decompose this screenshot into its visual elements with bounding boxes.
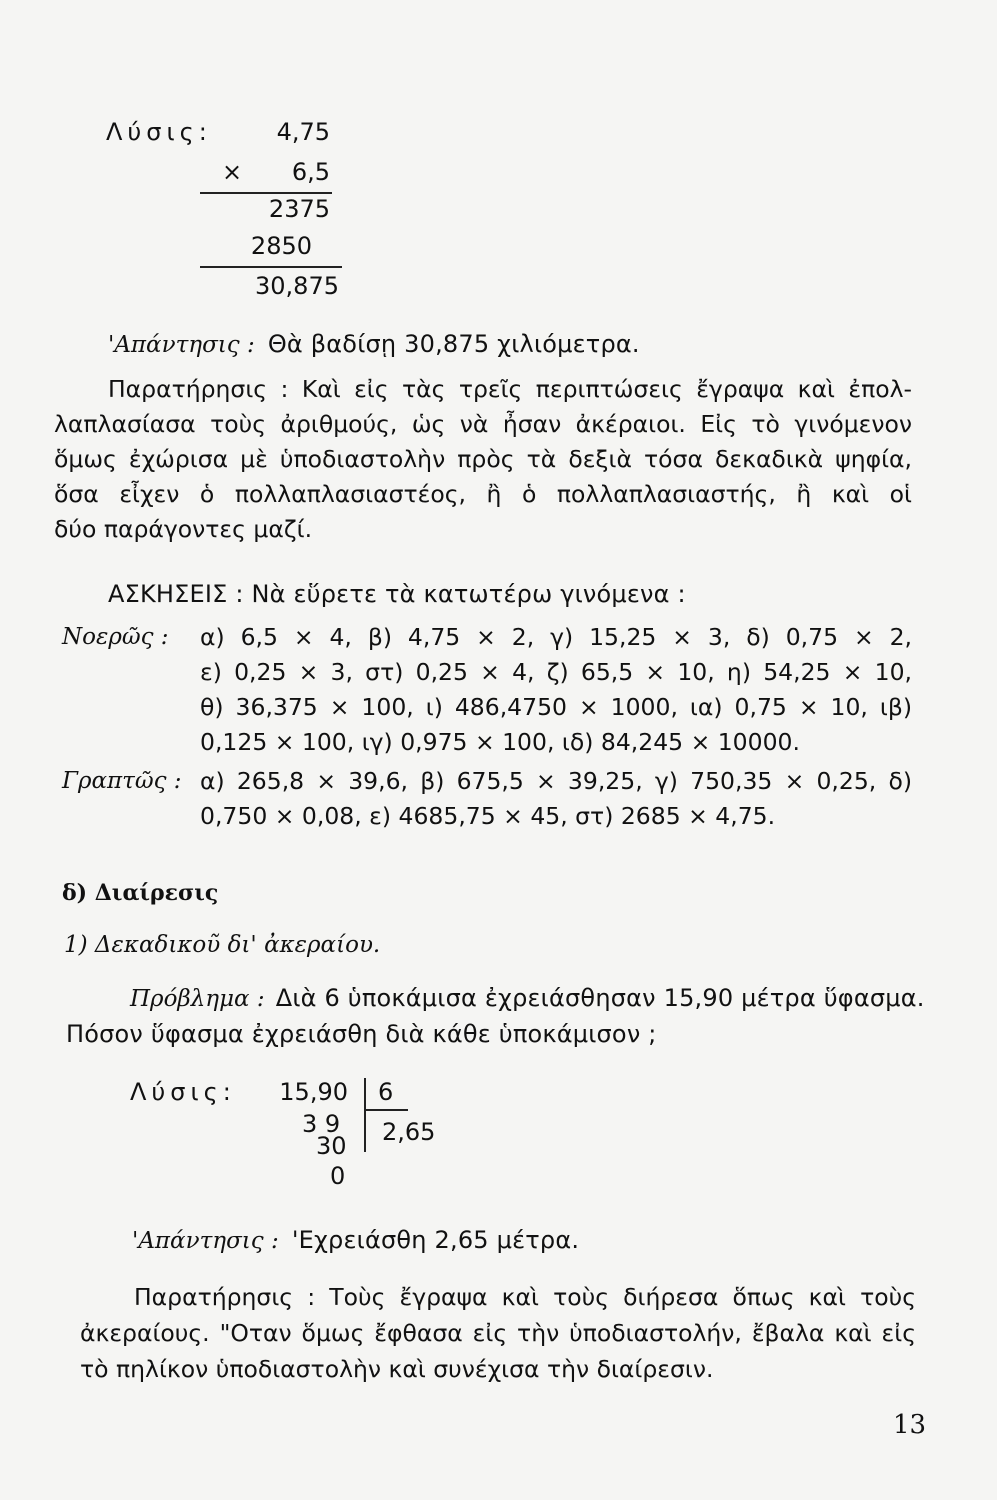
mental-exercise-line: ε) 0,25 × 3, στ) 0,25 × 4, ζ) 65,5 × 10, η) 54,25 × 10, bbox=[200, 658, 912, 686]
product-result: 30,875 bbox=[255, 272, 339, 300]
answer-2 bbox=[132, 1226, 579, 1254]
answer-text: Θὰ βαδίσῃ 30,875 χιλιόμετρα. bbox=[267, 330, 640, 358]
written-exercise-line: 0,750 × 0,08, ε) 4685,75 × 45, στ) 2685 × 4,75. bbox=[200, 802, 776, 830]
partial-product-2: 2850 bbox=[250, 232, 312, 260]
answer-label: 'Απάντησις : bbox=[132, 1228, 279, 1254]
remark-2 bbox=[80, 1280, 916, 1390]
solution-label: Λύσις: bbox=[130, 1078, 236, 1106]
solution-label: Λύσις: bbox=[106, 118, 212, 146]
problem-line-1 bbox=[130, 984, 925, 1012]
section-title: δ) Διαίρεσις bbox=[62, 880, 219, 906]
problem-line-2: Πόσον ὕφασμα ἐχρειάσθη διὰ κάθε ὑποκάμισον ; bbox=[66, 1020, 657, 1048]
multiplicand: 4,75 bbox=[276, 118, 330, 146]
quotient: 2,65 bbox=[382, 1118, 436, 1146]
answer-label: 'Απάντησις : bbox=[108, 332, 255, 358]
problem-label: Πρόβλημα : bbox=[130, 986, 265, 1012]
remark-1-line: ὅμως ἐχώρισα μὲ ὑποδιαστολὴν πρὸς τὰ δεξιὰ τόσα δεκαδικὰ ψηφία, bbox=[54, 445, 912, 473]
multiplier: 6,5 bbox=[291, 158, 330, 186]
times-sign: × bbox=[222, 158, 243, 186]
division-vertical-rule bbox=[364, 1078, 366, 1152]
dividend: 15,90 bbox=[279, 1078, 348, 1106]
remainder-3: 0 bbox=[330, 1162, 346, 1190]
remainder-2: 30 bbox=[316, 1132, 347, 1160]
mental-exercise-line: 0,125 × 100, ιγ) 0,975 × 100, ιδ) 84,245 × 10000. bbox=[200, 728, 800, 756]
exercises-heading: ΑΣΚΗΣΕΙΣ : Νὰ εὕρετε τὰ κατωτέρω γινόμενα : bbox=[108, 580, 686, 608]
written-label: Γραπτῶς : bbox=[62, 768, 182, 794]
remark-1-line: Παρατήρησις : Καὶ εἰς τὰς τρεῖς περιπτώσεις ἔγραψα καὶ ἐπολ- bbox=[108, 375, 912, 403]
written-exercises bbox=[200, 764, 912, 836]
remark-2-line: ἀκεραίους. "Οταν ὅμως ἔφθασα εἰς τὴν ὑποδιαστολήν, ἔβαλα καὶ εἰς bbox=[80, 1319, 916, 1347]
mental-exercise-line: α) 6,5 × 4, β) 4,75 × 2, γ) 15,25 × 3, δ) 0,75 × 2, bbox=[200, 623, 912, 651]
multiplication-rule bbox=[200, 192, 332, 194]
answer-text: 'Εχρειάσθη 2,65 μέτρα. bbox=[291, 1226, 580, 1254]
remark-2-line: Παρατήρησις : Τοὺς ἔγραψα καὶ τοὺς διήρεσα ὅπως καὶ τοὺς bbox=[134, 1283, 916, 1311]
remark-1-line: ὅσα εἶχεν ὁ πολλαπλασιαστέος, ἢ ὁ πολλαπλασιαστής, ἢ καὶ οἱ bbox=[54, 480, 912, 508]
remark-2-line: τὸ πηλίκον ὑποδιαστολὴν καὶ συνέχισα τὴν διαίρεσιν. bbox=[80, 1355, 714, 1383]
written-exercise-line: α) 265,8 × 39,6, β) 675,5 × 39,25, γ) 750,35 × 0,25, δ) bbox=[200, 767, 912, 795]
section-subtitle: 1) Δεκαδικοῦ δι' ἀκεραίου. bbox=[64, 932, 381, 958]
page-number: 13 bbox=[893, 1410, 927, 1440]
remark-1-line: δύο παράγοντες μαζί. bbox=[54, 515, 313, 543]
remark-1-line: λαπλασίασα τοὺς ἀριθμούς, ὡς νὰ ἦσαν ἀκέραιοι. Εἰς τὸ γινόμενον bbox=[54, 410, 912, 438]
partial-product-1: 2375 bbox=[268, 195, 330, 223]
mental-exercises bbox=[200, 620, 912, 760]
divisor: 6 bbox=[378, 1078, 394, 1106]
remainder-1: 3 9 bbox=[302, 1110, 341, 1138]
divisor-rule bbox=[364, 1109, 408, 1111]
result-rule bbox=[200, 266, 342, 268]
mental-exercise-line: θ) 36,375 × 100, ι) 486,4750 × 1000, ια) 0,75 × 10, ιβ) bbox=[200, 693, 912, 721]
problem-text: Διὰ 6 ὑποκάμισα ἐχρειάσθησαν 15,90 μέτρα ὕφασμα. bbox=[275, 984, 925, 1012]
mental-label: Νοερῶς : bbox=[62, 624, 169, 650]
remark-1 bbox=[54, 372, 912, 552]
answer-1 bbox=[108, 330, 640, 358]
